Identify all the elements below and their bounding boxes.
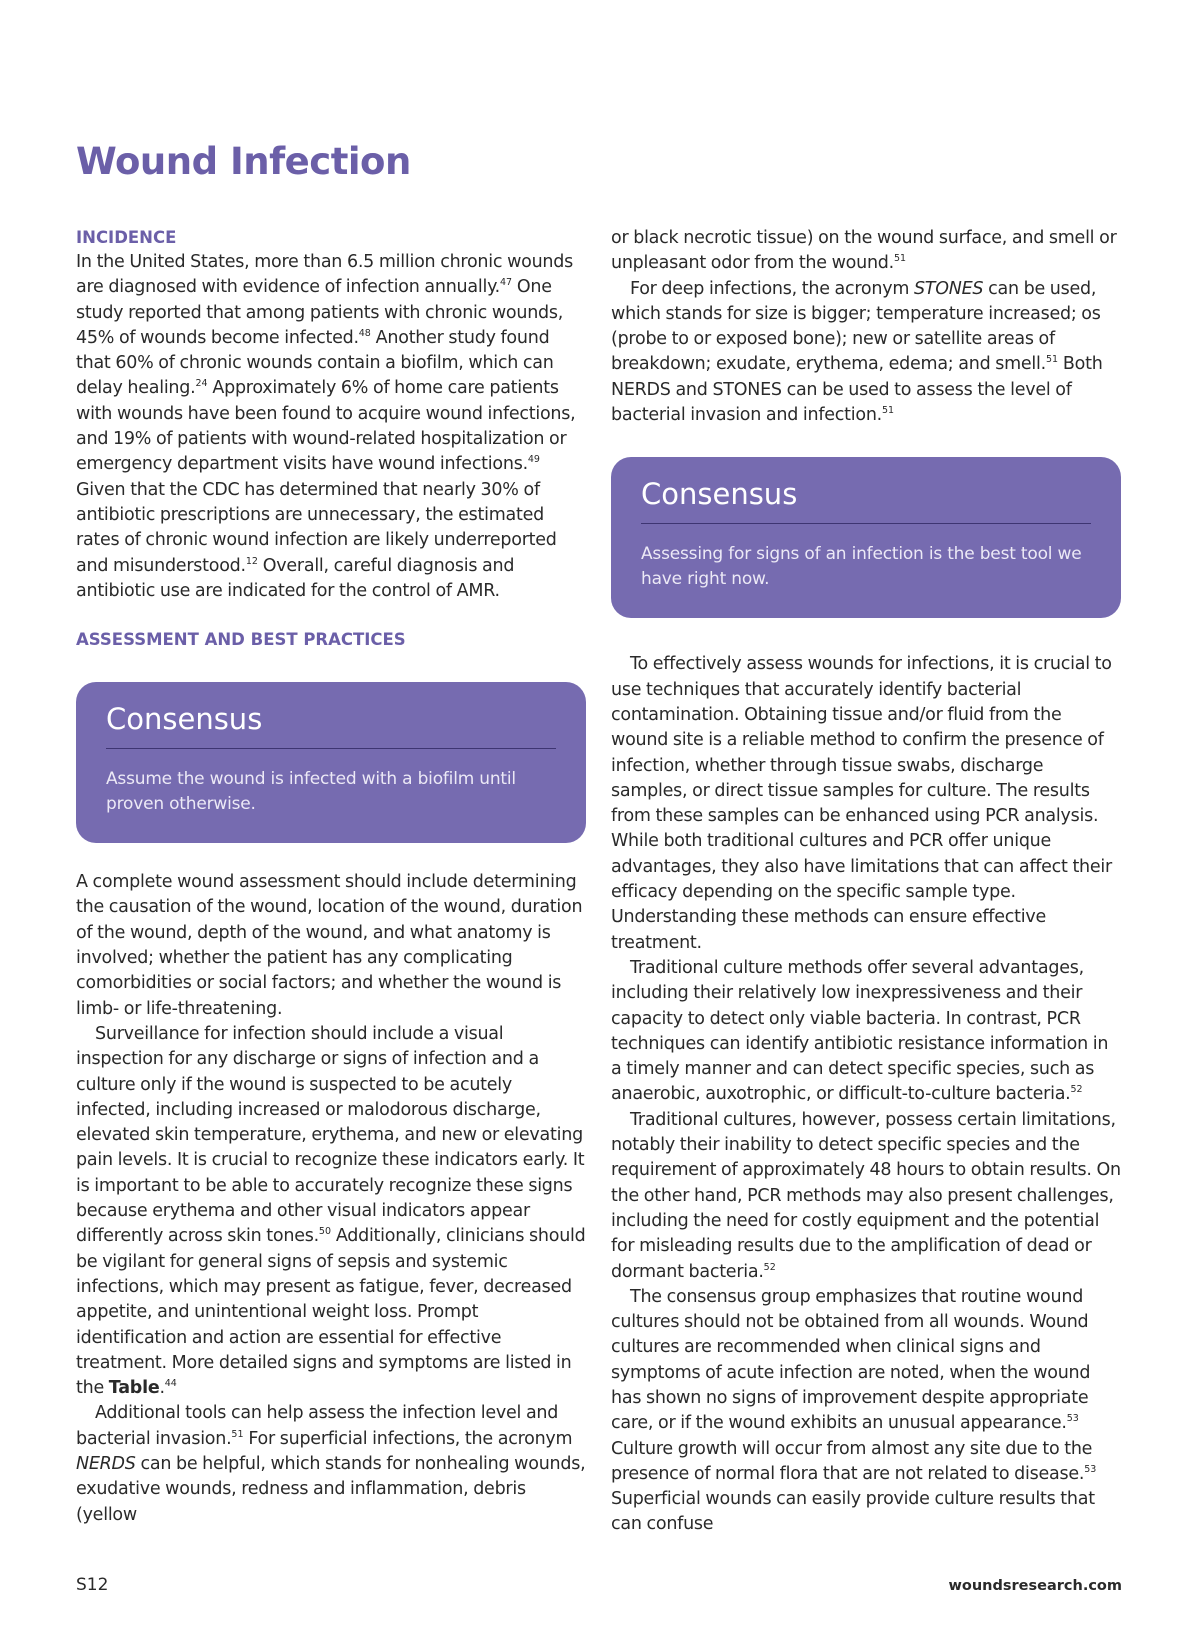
consensus-text: Assessing for signs of an infection is the best tool we have right now. — [641, 544, 1082, 590]
incidence-paragraph: In the United States, more than 6.5 million chronic wounds are diagnosed with evidence of infection annually.$^{47}$ One study reported that among patients with chronic wounds, 45% of wounds become infected.$^{48}$ Another study found that 60% of chronic wounds contain a biofilm, which can delay healing.$^{24}$ Approximately 6% of home care patients with wounds have been found to acquire wound infections, and 19% of patients with wound-related hospitalization or emergency department visits have wound infections.$^{49}$ Given that the CDC has determined that nearly 30% of antibiotic prescriptions are unnecessary, the estimated rates of chronic wound infection are likely underreported and misunderstood.$^{12}$ Overall, careful diagnosis and antibiotic use are indicated for the control of AMR. — [76, 252, 576, 601]
surveillance-paragraph: Surveillance for infection should include a visual inspection for any discharge or signs of infection and a culture only if the wound is suspected to be acutely infected, including increased or malodorous discharge, elevated skin temperature, erythema, and new or elevating pain levels. It is crucial to recognize these indicators early. It is important to be able to accurately recognize these signs because erythema and other visual indicators appear differently across skin tones.$^{50}$ Additionally, clinicians should be vigilant for general signs of sepsis and systemic infections, which may present as fatigue, fever, decreased appetite, and unintentional weight loss. Prompt identification and action are essential for effective treatment. More detailed signs and symptoms are listed in the Table.$^{44}$ — [76, 1023, 586, 1399]
consensus-box-biofilm — [76, 682, 586, 843]
consensus-title: Consensus — [641, 477, 1091, 524]
culture-advantages-paragraph: Traditional culture methods offer several advantages, including their relatively low inexpressiveness and their capacity to detect only viable bacteria. In contrast, PCR techniques can identify antibiotic resistance information in a timely manner and can detect specific species, such as anaerobic, auxotrophic, or difficult-to-culture bacteria.$^{52}$ — [611, 957, 1109, 1105]
additional-tools-paragraph: Additional tools can help assess the infection level and bacterial invasion.$^{51}$ For superficial infections, the acronym NERDS can be helpful, which stands for nonhealing wounds, exudative wounds, redness and inflammation, debris (yellow — [76, 1403, 586, 1525]
consensus-box-signs — [611, 457, 1121, 618]
right-column — [611, 226, 1121, 1538]
left-column — [76, 226, 586, 1528]
page-title: Wound Infection — [76, 140, 411, 183]
culture-limitations-paragraph: Traditional cultures, however, possess certain limitations, notably their inability to detect specific species and the requirement of approximately 48 hours to obtain results. On the other hand, PCR methods may also present challenges, including the need for costly equipment and the potential for misleading results due to the amplification of dead or dormant bacteria.$^{52}$ — [611, 1109, 1121, 1282]
incidence-heading: INCIDENCE — [76, 228, 177, 247]
assessment-paragraph: A complete wound assessment should include determining the causation of the wound, location of the wound, duration of the wound, depth of the wound, and what anatomy is involved; whether the patient has any complicating comorbidities or social factors; and whether the wound is limb- or life-threatening. — [76, 872, 583, 1019]
routine-cultures-paragraph: The consensus group emphasizes that routine wound cultures should not be obtained from all wounds. Wound cultures are recommended when clinical signs and symptoms of acute infection are noted, when the wound has shown no signs of improvement despite appropriate care, or if the wound exhibits an unusual appearance.$^{53}$ Culture growth will occur from almost any site due to the presence of normal flora that are not related to disease.$^{53}$ Superficial wounds can easily provide culture results that can confuse — [611, 1286, 1097, 1535]
nerds-continuation-paragraph: or black necrotic tissue) on the wound surface, and smell or unpleasant odor from the wound.$^{51}$ — [611, 228, 1117, 274]
consensus-title: Consensus — [106, 702, 556, 749]
techniques-paragraph: To effectively assess wounds for infections, it is crucial to use techniques that accurately identify bacterial contamination. Obtaining tissue and/or fluid from the wound site is a reliable method to confirm the presence of infection, whether through tissue swabs, discharge samples, or direct tissue samples for culture. The results from these samples can be enhanced using PCR analysis. While both traditional cultures and PCR offer unique advantages, they also have limitations that can affect their efficacy depending on the specific sample type. Understanding these methods can ensure effective treatment. — [611, 654, 1112, 953]
page-number: S12 — [76, 1575, 109, 1595]
assessment-heading: ASSESSMENT AND BEST PRACTICES — [76, 630, 406, 650]
stones-paragraph: For deep infections, the acronym STONES can be used, which stands for size is bigger; temperature increased; os (probe to or exposed bone); new or satellite areas of breakdown; exudate, erythema, edema; and smell.$^{51}$ Both NERDS and STONES can be used to assess the level of bacterial invasion and infection.$^{51}$ — [611, 278, 1103, 426]
table-reference: Table — [108, 1378, 160, 1399]
website-link[interactable]: woundsresearch.com — [948, 1578, 1122, 1594]
consensus-text: Assume the wound is infected with a biofilm until proven otherwise. — [106, 769, 516, 815]
